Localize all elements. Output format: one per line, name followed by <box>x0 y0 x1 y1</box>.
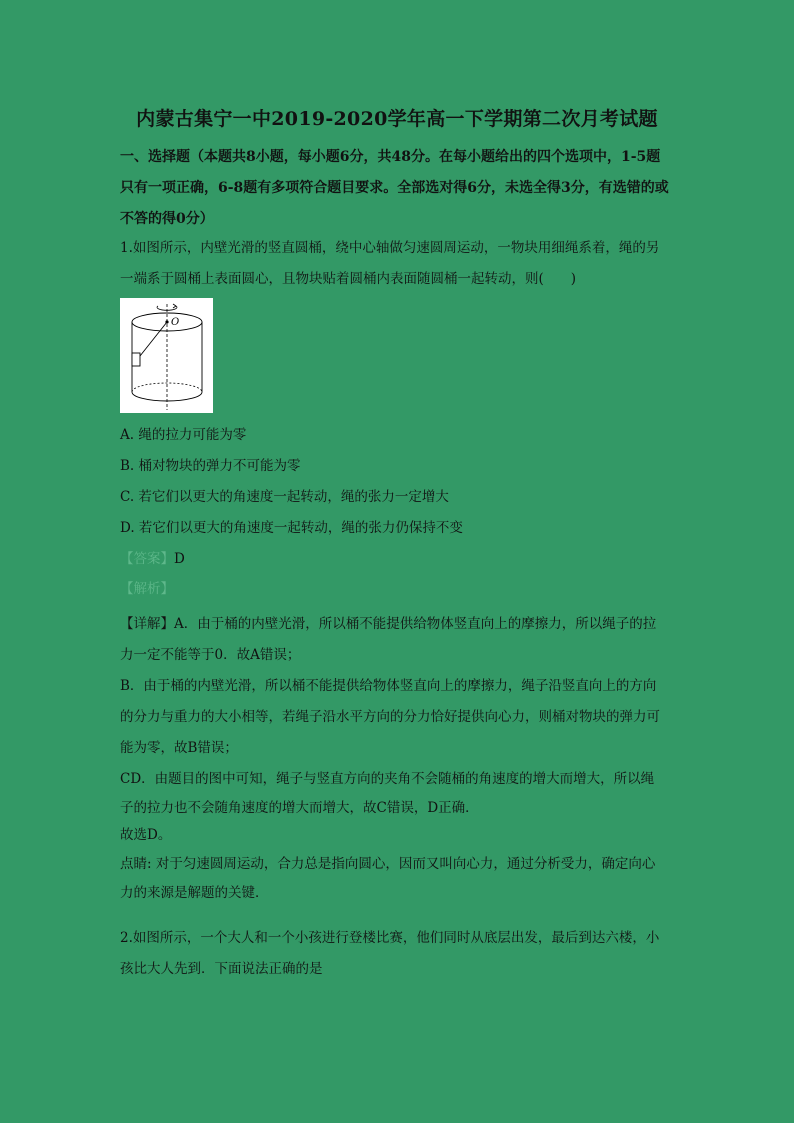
detail-line: 力的来源是解题的关键． <box>120 885 269 901</box>
question-2-stem <box>120 923 676 985</box>
question-line: 孩比大人先到．下面说法正确的是 <box>120 961 323 977</box>
detail-line: 能为零，故B错误； <box>120 740 238 756</box>
rotation-arrowhead <box>173 304 176 308</box>
block <box>132 353 140 366</box>
question-line: 2.如图所示，一个大人和一个小孩进行登楼比赛，他们同时从底层出发，最后到达六楼，小 <box>120 930 660 946</box>
analysis-mark: 【解析】 <box>120 581 174 597</box>
answer-mark: 【答案】 <box>120 551 174 567</box>
detail-line: 子的拉力也不会随角速度的增大而增大，故C错误，D正确． <box>120 800 479 816</box>
section-instructions <box>120 142 676 235</box>
center-label: O <box>171 317 180 328</box>
option-a: A. 绳的拉力可能为零 <box>120 427 247 443</box>
option-d: D. 若它们以更大的角速度一起转动，绳的张力仍保持不变 <box>120 520 463 536</box>
detail-line: 【详解】A．由于桶的内壁光滑，所以桶不能提供给物体竖直向上的摩擦力，所以绳子的拉 <box>120 616 657 632</box>
detail-line: CD．由题目的图中可知，绳子与竖直方向的夹角不会随桶的角速度的增大而增大，所以绳 <box>120 771 655 787</box>
option-c: C. 若它们以更大的角速度一起转动，绳的张力一定增大 <box>120 489 449 505</box>
cylinder-figure <box>120 298 213 413</box>
rope <box>140 322 167 356</box>
analysis-detail <box>120 609 676 907</box>
detail-line: 的分力与重力的大小相等，若绳子沿水平方向的分力恰好提供向心力，则桶对物块的弹力可 <box>120 709 660 725</box>
document-title: 内蒙古集宁一中2019-2020学年高一下学期第二次月考试题 <box>136 108 658 130</box>
section-line: 只有一项正确，6-8题有多项符合题目要求。全部选对得6分，未选全得3分，有选错的或 <box>120 180 669 196</box>
section-line: 不答的得0分） <box>120 211 214 227</box>
detail-line: B．由于桶的内壁光滑，所以桶不能提供给物体竖直向上的摩擦力，绳子沿竖直向上的方向 <box>120 678 657 694</box>
detail-line: 故选D。 <box>120 827 172 843</box>
answer-row <box>120 549 185 569</box>
detail-line: 点睛: 对于匀速圆周运动，合力总是指向圆心，因而又叫向心力，通过分析受力，确定向心 <box>120 856 656 872</box>
answer-value: D <box>174 551 185 567</box>
analysis-row <box>120 579 174 599</box>
section-line: 一、选择题（本题共8小题，每小题6分，共48分。在每小题给出的四个选项中，1-5题 <box>120 149 661 165</box>
question-line: 1.如图所示，内壁光滑的竖直圆桶，绕中心轴做匀速圆周运动，一物块用细绳系着，绳的另 <box>120 240 660 256</box>
detail-line: 力一定不能等于0．故A错误； <box>120 647 301 663</box>
option-b: B. 桶对物块的弹力不可能为零 <box>120 458 301 474</box>
question-1-stem <box>120 233 676 295</box>
cylinder-diagram <box>120 298 213 413</box>
question-line: 一端系于圆桶上表面圆心，且物块贴着圆桶内表面随圆桶一起转动，则( ) <box>120 271 577 287</box>
